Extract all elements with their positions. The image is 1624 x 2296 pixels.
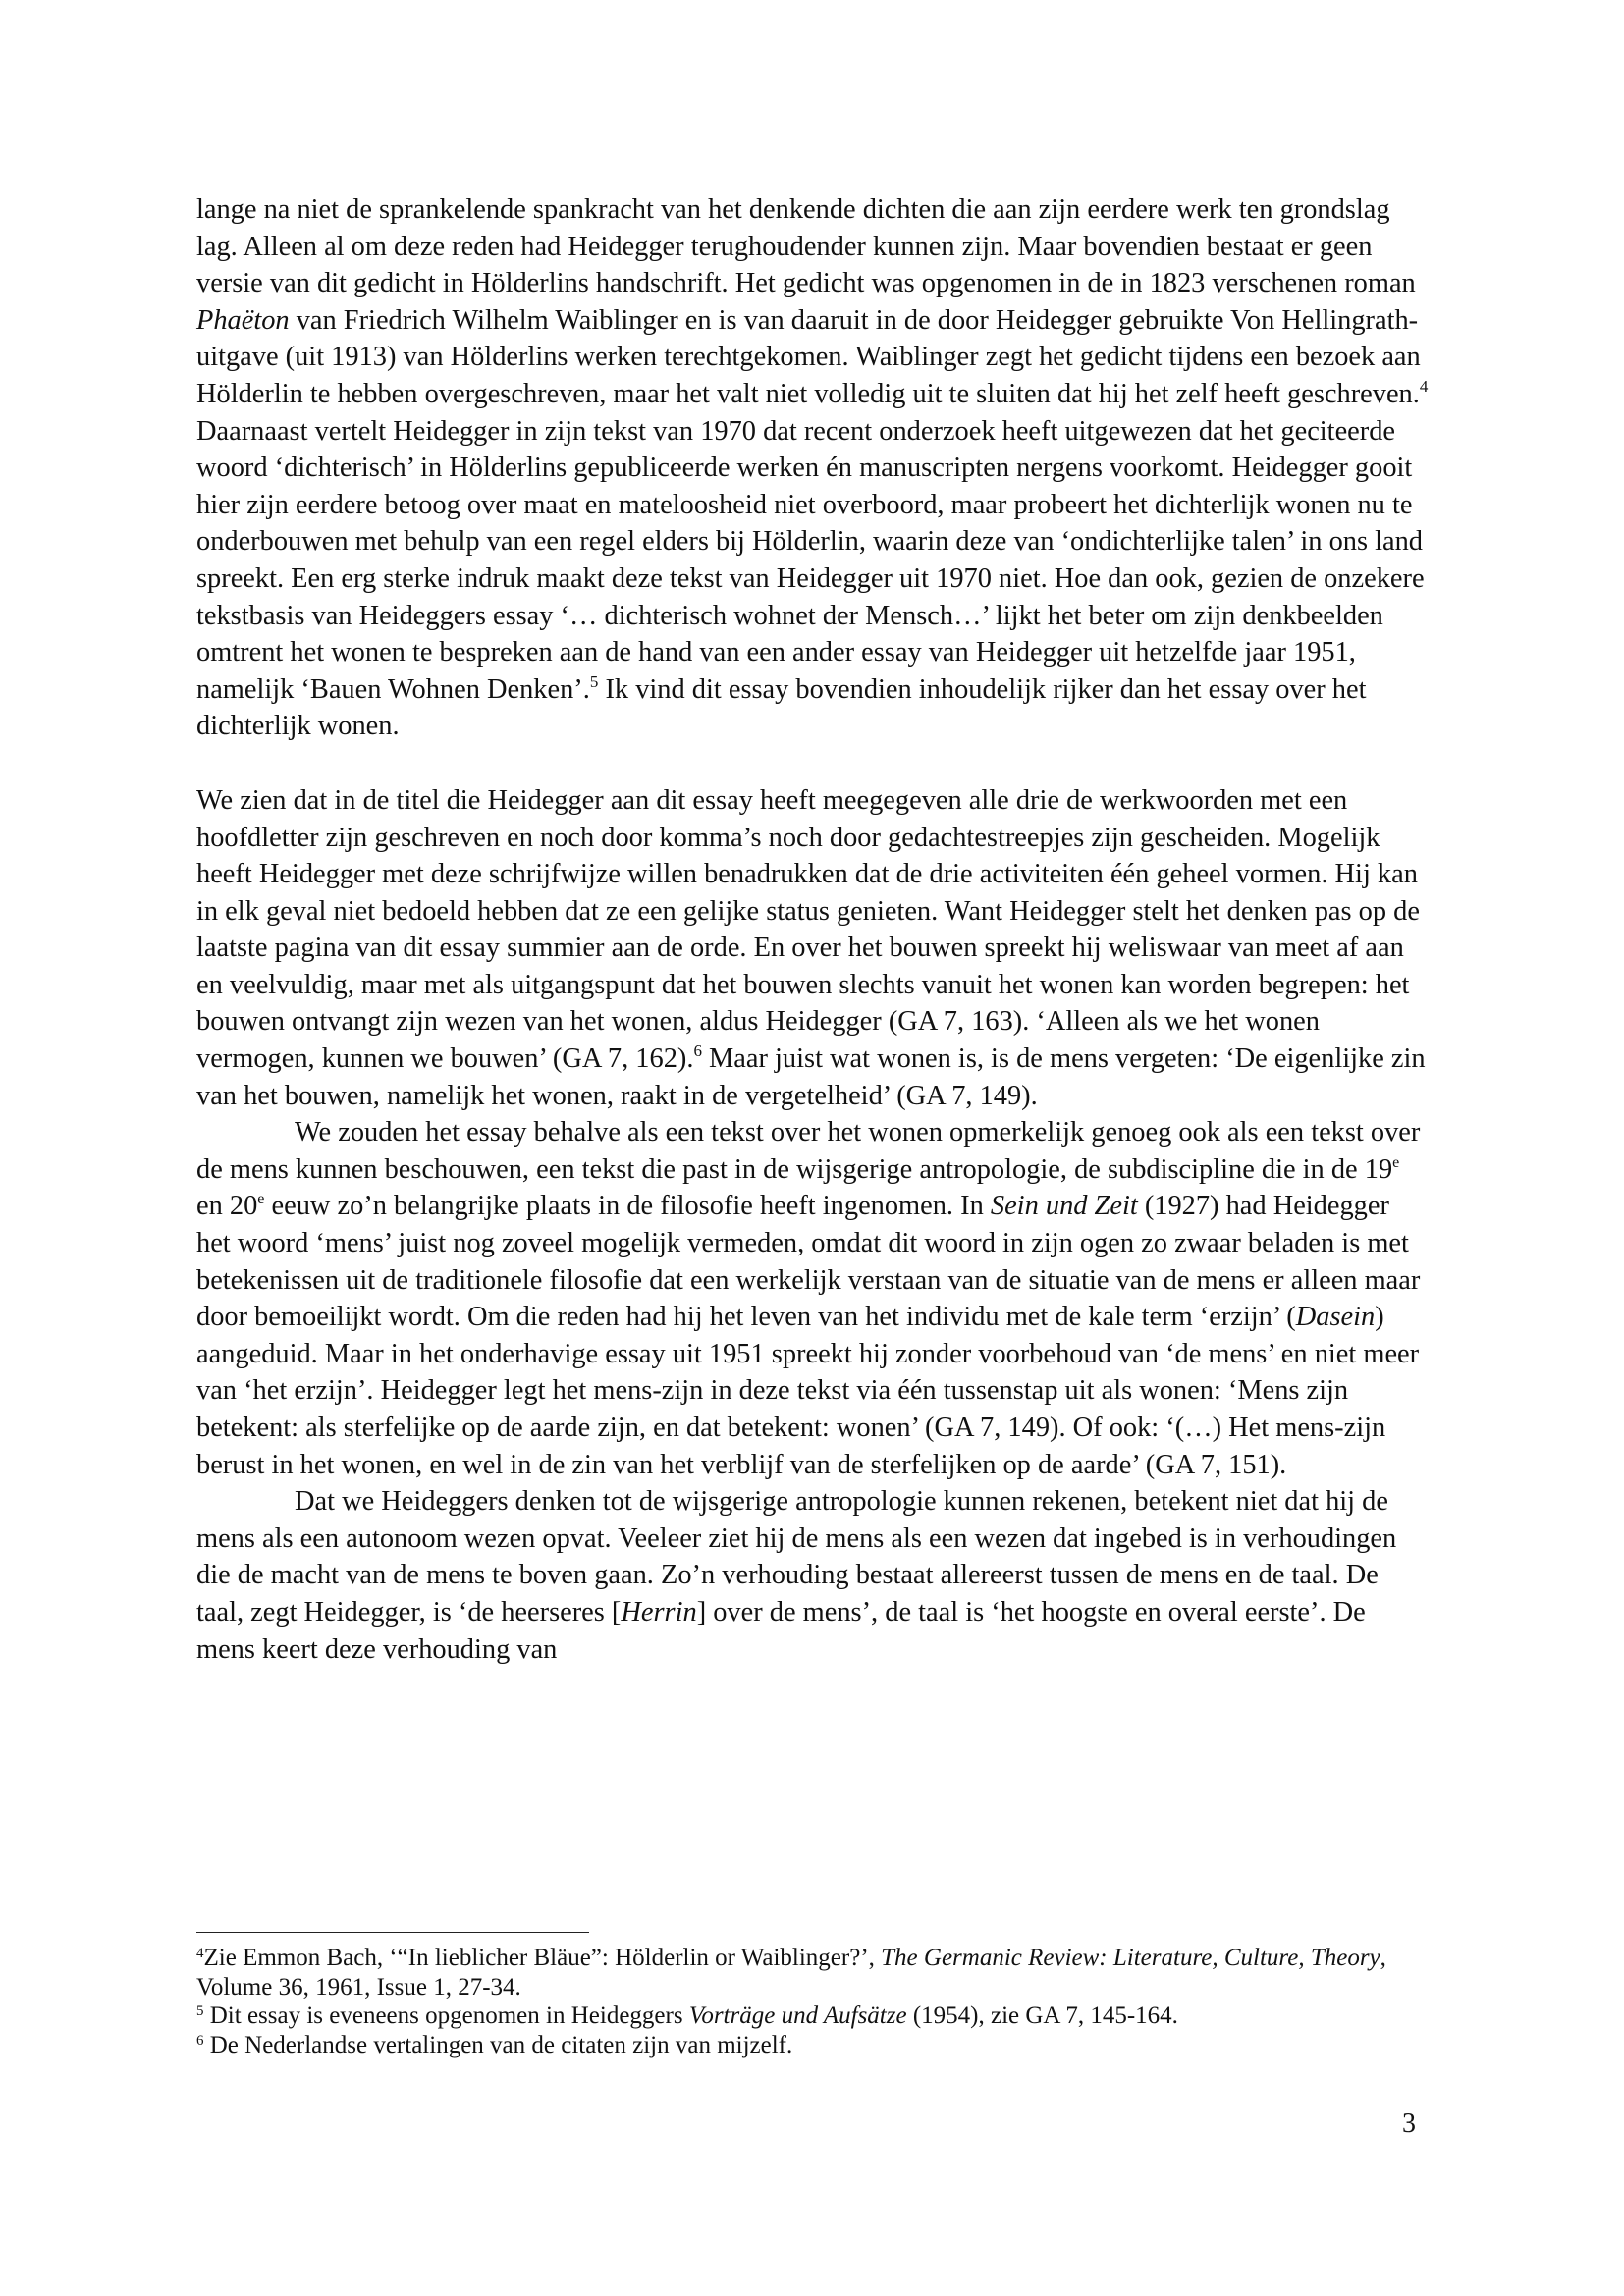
text-run: Maar juist wat wonen is, is de mens vergeten: ‘De eigenlijke zin van het bouwen, namelijk het wonen, raakt in de vergetelheid’ (GA 7, 149). [196,1043,1426,1111]
text-run: We zien dat in de titel die Heidegger aan dit essay heeft meegegeven alle drie de werkwoorden met een hoofdletter zijn geschreven en noch door komma’s noch door gedachtestreepjes zijn gescheiden. Mogelijk heeft Heidegger met deze schrijfwijze willen benadrukken dat de drie activiteiten één geheel vormen. Hij kan in elk geval niet bedoeld hebben dat ze een gelijke status genieten. Want Heidegger stelt het denken pas op de laatste pagina van dit essay summier aan de orde. En over het bouwen spreekt hij weliswaar van meet af aan en veelvuldig, maar met als uitgangspunt dat het bouwen slechts vanuit het wonen kan worden begrepen: het bouwen ontvangt zijn wezen van het wonen, aldus Heidegger (GA 7, 163). ‘Alleen als we het wonen vermogen, kunnen we bouwen’ (GA 7, 162). [196,784,1420,1075]
superscript-e: e [1392,1153,1400,1171]
text-run: (1954), zie GA 7, 145-164. [906,2002,1178,2029]
text-run: We zouden het essay behalve als een tekst over het wonen opmerkelijk genoeg ook als een tekst over de mens kunnen beschouwen, een tekst die past in de wijsgerige antropologie, de subdiscipline die in de 19 [196,1117,1421,1185]
text-run: De Nederlandse vertalingen van de citaten zijn van mijzelf. [203,2031,793,2058]
text-run: ) aangeduid. Maar in het onderhavige essay uit 1951 spreekt hij zonder voorbehoud van ‘de mens’ en niet meer van ‘het erzijn’. Heidegger legt het mens-zijn in deze tekst via één tussenstap uit als wonen: ‘Mens zijn betekent: als sterfelijke op de aarde zijn, en dat betekent: wonen’ (GA 7, 149). Of ook: ‘(…) Het mens-zijn berust in het wonen, en wel in de zin van het verblijf van de sterfelijken op de aarde’ (GA 7, 151). [196,1302,1420,1480]
footnote-4 [196,1944,1429,2002]
footnote-5 [196,2002,1429,2031]
italic-journal-title: The Germanic Review: Literature, Culture, Theory [881,1945,1380,1971]
footnotes [196,1944,1429,2059]
footnote-ref-4[interactable]: 4 [1419,376,1429,396]
footnote-mark: 5 [196,2003,204,2019]
body-text [196,191,1429,1668]
text-run: , Volume 36, 1961, Issue 1, 27-34. [196,1945,1386,2001]
italic-book-title: Vorträge und Aufsätze [688,2002,907,2029]
italic-term-dasein: Dasein [1295,1302,1376,1333]
text-run: eeuw zo’n belangrijke plaats in de filosofie heeft ingenomen. In [264,1191,991,1222]
footnote-6 [196,2031,1429,2060]
paragraph-3 [196,1114,1429,1483]
paragraph-gap [196,745,1429,782]
footnote-ref-5[interactable]: 5 [589,671,599,691]
page-number: 3 [1402,2109,1416,2139]
superscript-e: e [257,1191,265,1208]
text-run: (1927) had Heidegger het woord ‘mens’ juist nog zoveel mogelijk vermeden, omdat dit woord in zijn ogen zo zwaar beladen is met betekenissen uit de traditionele filosofie dat een werkelijk verstaan van de situatie van de mens er alleen maar door bemoeilijkt wordt. Om die reden had hij het leven van het individu met de kale term ‘erzijn’ ( [196,1191,1421,1333]
italic-title-phaeton: Phaëton [196,304,290,336]
text-run: Dat we Heideggers denken tot de wijsgerige antropologie kunnen rekenen, betekent niet dat hij de mens als een autonoom wezen opvat. Veeleer ziet hij de mens als een wezen dat ingebed is in verhoudingen die de macht van de mens te boven gaan. Zo’n verhouding bestaat allereerst tussen de mens en de taal. De taal, zegt Heidegger, is ‘de heerseres [ [196,1486,1397,1628]
italic-term-herrin: Herrin [621,1596,697,1628]
text-run: Daarnaast vertelt Heidegger in zijn tekst van 1970 dat recent onderzoek heeft uitgewezen dat het geciteerde woord ‘dichterisch’ in Hölderlins gepubliceerde werken én manuscripten nergens voorkomt. Heidegger gooit hier zijn eerdere betoog over maat en mateloosheid niet overboord, maar probeert het dichterlijk wonen nu te onderbouwen met behulp van een regel elders bij Hölderlin, waarin deze van ‘ondichterlijke talen’ in ons land spreekt. Een erg sterke indruk maakt deze tekst van Heidegger uit 1970 niet. Hoe dan ook, gezien de onzekere tekstbasis van Heideggers essay ‘… dichterisch wohnet der Mensch…’ lijkt het beter om zijn denkbeelden omtrent het wonen te bespreken aan de hand van een ander essay van Heidegger uit hetzelfde jaar 1951, namelijk ‘Bauen Wohnen Denken’. [196,415,1425,705]
footnote-mark: 4 [196,1946,204,1961]
paragraph-4 [196,1483,1429,1668]
paragraph-1 [196,191,1429,745]
text-run: Ik vind dit essay bovendien inhoudelijk rijker dan het essay over het dichterlijk wonen. [196,673,1367,742]
text-run: en 20 [196,1191,258,1222]
text-run: Zie Emmon Bach, ‘“In lieblicher Bläue”: Hölderlin or Waiblinger?’, [203,1945,882,1971]
footnote-separator [196,1932,589,1933]
footnote-mark: 6 [196,2032,204,2049]
text-run: van Friedrich Wilhelm Waiblinger en is van daaruit in de door Heidegger gebruikte Von Hellingrath-uitgave (uit 1913) van Hölderlins werken terechtgekomen. Waiblinger zegt het gedicht tijdens een bezoek aan Hölderlin te hebben overgeschreven, maar het valt niet volledig uit te sluiten dat hij het zelf heeft geschreven. [196,304,1421,409]
text-run: lange na niet de sprankelende spankracht van het denkende dichten die aan zijn eerdere werk ten grondslag lag. Alleen al om deze reden had Heidegger terughoudender kunnen zijn. Maar bovendien bestaat er geen versie van dit gedicht in Hölderlins handschrift. Het gedicht was opgenomen in de in 1823 verschenen roman [196,194,1416,299]
footnote-ref-6[interactable]: 6 [693,1041,702,1061]
text-run: ] over de mens’, de taal is ‘het hoogste en overal eerste’. De mens keert deze verhouding van [196,1596,1366,1665]
text-run: Dit essay is eveneens opgenomen in Heideggers [203,2002,689,2029]
italic-title-sein-und-zeit: Sein und Zeit [990,1191,1138,1222]
paragraph-2 [196,782,1429,1114]
